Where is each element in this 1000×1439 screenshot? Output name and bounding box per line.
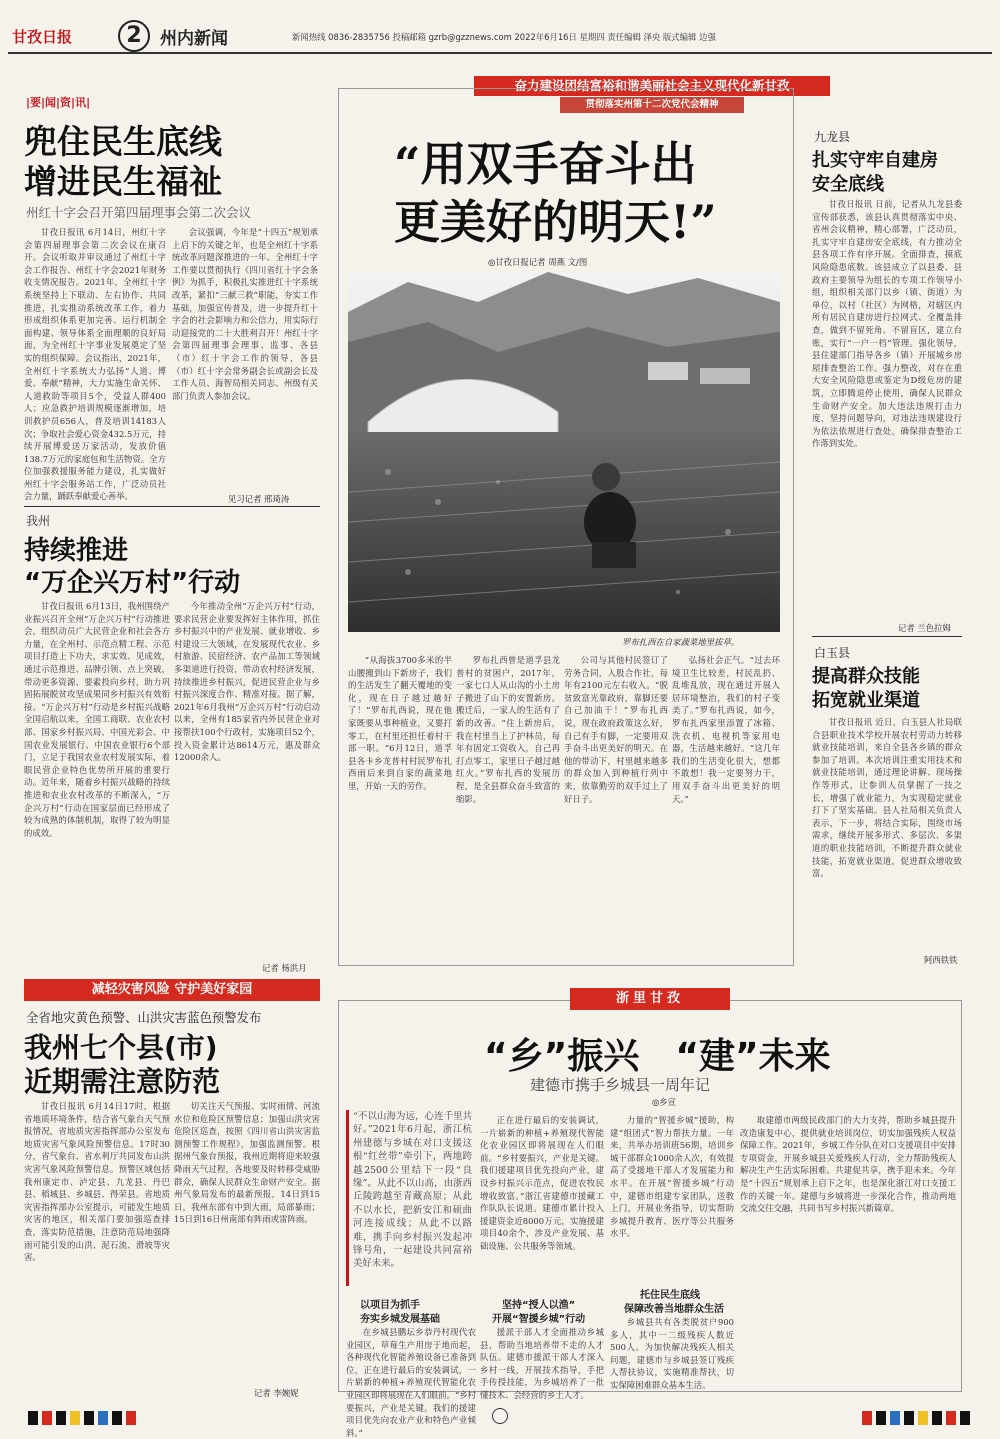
a2-title-line1: 持续推进 <box>24 536 129 566</box>
section-tag: |要|闻|资|讯| <box>26 96 91 109</box>
zj-subtitle: 建德市携手乡城县一周年记 <box>530 1076 711 1094</box>
feature-photo <box>348 272 780 632</box>
a2-lead: 我州 <box>26 514 51 528</box>
side2-title-line1: 提高群众技能 <box>812 666 920 687</box>
a3-body-col2: 切关注天气预报、实时雨情、河流水位和危险区预警信息；加强山洪灾害危险区巡查，按照《四川省山洪灾害监测预警工作规程》，加强监测预警。根据州气象台预报，我州近期将迎来较强降雨天气过程，各地要及时转移受威胁群众，确保人民群众生命财产安全。据州气象局发布的最新预报，14日到15日，我州东部有中到大雨，局部暴雨；15日到16日州南部有阵雨或雷阵雨。 <box>174 1101 320 1225</box>
zj-credit: ◎乡宣 <box>652 1097 677 1107</box>
a2-title-line2: “万企兴万村”行动 <box>24 568 241 598</box>
a1-body-col2: 会议强调，今年是“十四五”规划承上启下的关键之年，也是全州红十字系统改革问题深推进的一年。全州红十字工作要以贯彻执行《四川省红十字会条例》为抓手，积极扎实推进红十字系统改革，紧扣“三献三救”职能，夯实工作基础，加强宣传普及，进一步提升红十字会的社会影响力和公信力，用实际行动迎接党的二十大胜利召开！州红十字会第四届理事会理事、监事、各县（市）红十字会工作的领导，各县（市）红十字会常务副会长或副会长及工作人员、海智局相关同志、州级有关部门负责人参加会议。 <box>172 227 318 401</box>
feature-banner: 奋力建设团结富裕和谐美丽社会主义现代化新甘孜 <box>474 76 830 96</box>
feature-photo-caption: 罗布扎西在自家蔬菜地里拔草。 <box>622 637 740 647</box>
zj-title: “乡”振兴 “建”未来 <box>484 1036 831 1077</box>
zj-body-col4: 取建德市两级民政部门的大力支持，帮助乡城县提升改造康复中心，提供就业培训岗位，切实加强残疾人权益保障工作。2021年，乡城工作分队在对口支援项目中安排专项资金，开展乡城县关爱残疾人行动，全力帮助残疾人解决生产生活实际困难。共建促共享，携手迎未来。今年是“十四五”规划承上启下之年，也是深化浙江对口支援工作的关键一年。建德与乡城将进一步深化合作，推动两地交流交往交融，共同书写乡村振兴新篇章。 <box>740 1115 956 1214</box>
feature-title-line1: “用双手奋斗出 <box>394 137 697 191</box>
a3-banner: 减轻灾害风险 守护美好家园 <box>24 979 320 1001</box>
side1-title-line2: 安全底线 <box>812 174 884 195</box>
a3-title-line1: 我州七个县(市) <box>24 1031 218 1064</box>
a2-body-col2: 今年推动全州“万企兴万村”行动，要求民营企业要发挥好主体作用，抓住乡村振兴中的产业发展、就业增收、乡村建设三大领域，在发展现代农业、乡村旅游、民宿经济、农产品加工等领域多渠道进行投资，带动农村经济发展，持续推进乡村振兴，促进民营企业与乡村振兴深度合作、精准对接。据了解，2021年6月我州“万企兴万村”行动启动以来，全州有185家省内外民营企业对接帮扶100个行政村，实施项目52个，投入资金累计达8614万元，惠及群众12000余人。 <box>174 601 320 763</box>
bottom-color-strip-left <box>28 1410 138 1424</box>
a3-subtitle: 全省地灾黄色预警、山洪灾害蓝色预警发布 <box>26 1010 262 1025</box>
zj-h3-line1: 托住民生底线 <box>640 1290 700 1301</box>
feature-title-line2: 更美好的明天!” <box>394 195 717 249</box>
zj-body-col3b: 乡城县共有各类脱贫户900多人，其中一二级残疾人数近500人。为加快解决残疾人相关问题，建德市与乡城县签订残疾人帮扶协议，实施精准帮扶，切实保障困难群众基本生活。 <box>610 1317 734 1390</box>
feature-body-col1: “从海拔3700多米的半山腰搬到山下新房子，我们的生活发生了翻天覆地的变化，现在日子越过越好了！”罗布扎西说，现在他家既要从事种植业，又要打零工，在村里还担任着村干部一职。“6月12日，道孚县各卡乡龙普村村民罗布扎西雨后来到自家的蔬菜地里，开始一天的劳作。 <box>348 655 452 791</box>
side2-author: 阿西铁铁 <box>924 955 958 965</box>
feature-body-col3: 公司与其他村民签订了劳务合同，入股合作社，每年有2100元左右收入。“脱贫致富光靠政府，靠脚还要自己加油干！”罗布扎西说，现在政府政策这么好，自己有手有脚，一定要用双手奋斗出更美好的明天。在他的带动下，村里越来越多的群众加入到种植行列中来，依靠勤劳的双手过上了好日子。 <box>564 655 668 804</box>
a2-author: 记者 杨洪月 <box>262 963 307 973</box>
header-hotline: 新闻热线 0836-2835756 投稿邮箱 gzrb@gzznews.com 2022年6月16日 星期四 责任编辑 泽央 版式编辑 边强 <box>292 32 716 42</box>
a1-title-line1: 兜住民生底线 <box>24 122 222 161</box>
zj-body-col2a: 正在进行最后的安装调试，一片崭新的种植+养殖现代智能化农业园区即将展现在人们眼前。“乡村要振兴，产业是关键。我们援建项目优先投向产业，建设乡村振兴示范点，促进农牧民增收致富。”浙江省建德市援藏工作队队长说道。建德市累计投入援建资金近8000万元，实施援建项目40余个，涉及产业发展、基础设施、公共服务等领域。 <box>480 1115 604 1251</box>
a1-body-col1: 甘孜日报讯 6月14日，州红十字会第四届理事会第二次会议在康召开。会议听取并审议通过了州红十字会工作报告、州红十字会2021年财务收支情况报告。2021年，全州红十字系统坚持上下联动、左右协作、共同推进，扎实推动系统改革工作，着力形成组织体系更加完善、运行机制全面构建、领导体系全面理顺的良好局面，为全州红十字事业发展奠定了坚实的组织保障。会议指出，2021年，全州红十字系统大力弘扬“人道、博爱、奉献”精神，大力实施生命关怀、人道救助等项目5个，受益人群400人；应急救护培训规模逐渐增加，培训救护员656人，普及培训14183人次；争取社会爱心资金432.5万元，持续开展博爱送万家活动，发放价值138.7万元的家庭包和生活物资。全方位加强救援服务能力建设，扎实做好州红十字会服务站工作，广泛动员社会力量，踊跃奉献爱心善举。 <box>24 227 166 502</box>
zj-h1-line1: 以项目为抓手 <box>360 1300 420 1311</box>
feature-body-col4: 弘扬社会正气。“过去环境卫生比较差，村民乱扔、乱堆乱放，现在通过开展人居环境整治，我们的村子变美了。”罗布扎西说，如今，罗布扎西家里添置了冰箱、洗衣机、电视机等家用电器，生活越来越好。“这几年我们的生活变化很大，想都不敢想！我一定要努力干，用双手奋斗出更美好的明天。” <box>672 655 780 804</box>
zj-h3-line2: 保障改善当地群众生活 <box>624 1304 724 1315</box>
zj-body-col1b: 在乡城县鹏坛乡恭丹村现代农业园区，草莓生产用房于地而起，各种现代化智能养殖设备已准备到位，正在进行最后的安装调试，一片崭新的种植+养殖现代智能化农业园区即将展现在人们眼前。“乡村要振兴，产业是关键。我们的援建项目优先向农业产业和特色产业倾斜。” <box>346 1327 476 1438</box>
header-bar <box>8 22 992 52</box>
a1-subtitle: 州红十字会召开第四届理事会第二次会议 <box>26 205 252 220</box>
a3-title-line2: 近期需注意防范 <box>24 1065 221 1098</box>
zj-body-col3a: 力量的“智援乡城”援助，构建“组团式”智力帮扶力量。一年来，共举办培训班56期，培训乡城干部群众1000余人次，有效提高了受援地干部人才发展能力和水平。在开展“智援乡城”行动中，建德市组建专家团队，送教上门，开展业务指导，切实帮助乡城提升教育、医疗等公共服务水平。 <box>610 1115 734 1239</box>
a1-author: 见习记者 邢琦涛 <box>228 494 290 504</box>
zj-h2-line2: 开展“智援乡城”行动 <box>492 1314 586 1325</box>
bottom-registration-mark <box>492 1408 508 1424</box>
newspaper-logo: 甘孜日报 <box>12 28 73 46</box>
side1-body: 甘孜日报讯 日前，记者从九龙县委宣传部获悉，该县认真贯彻落实中央、省州会议精神，精心部署，广泛动员，扎实守牢自建房安全底线，有力推动全县各项工作有序开展。全面排查，摸底风险隐患底数。该县成立了以县委、县政府主要领导为组长的专项工作领导小组，组织相关部门以乡（镇、街道）为单位，以村（社区）为网格，对辖区内所有居民自建房进行拉网式、全覆盖排查，做到不留死角、不留盲区，建立台账，实行“一户一档”管理。强化领导，县住建部门指导各乡（镇）开展城乡房屋排查整治工作。强力整改，对存在重大安全风险隐患或鉴定为D级危房的建筑，立即腾退停止使用，确保人民群众生命财产安全。加大违法违规打击力度，坚持问题导向，对违法违规建设行为依法依规进行查处，确保排查整治工作落到实处。 <box>812 199 962 449</box>
feature-banner-sub: 贯彻落实州第十二次党代会精神 <box>560 97 744 113</box>
zj-h1-line2: 夯实乡城发展基础 <box>360 1314 440 1325</box>
side2-title-line2: 拓宽就业渠道 <box>812 690 920 711</box>
side2-lead: 白玉县 <box>814 646 851 660</box>
side2-body: 甘孜日报讯 近日，白玉县人社局联合县职业技术学校开展农村劳动力转移就业技能培训，来自全县各乡镇的群众参加了培训。本次培训注重实用技术和就业技能培训，通过理论讲解、现场操作等形式，让参训人员掌握了一技之长，增强了就业能力，为实现稳定就业打下了坚实基础。县人社局相关负责人表示，下一步，将结合实际，围绕市场需求，继续开展多形式、多层次、多渠道的职业技能培训，不断提升群众就业技能，拓宽就业渠道，促进群众增收致富。 <box>812 717 962 879</box>
a3-body-col1: 甘孜日报讯 6月14日17时，根据省地质环境条件，结合省气象台天气预报情况，省地质灾害指挥部办公室发布地质灾害气象风险预警信息。17时30分，省气象台、省水利厅共同发布山洪灾害气象风险预警信息。预警区域包括我州康定市、泸定县、九龙县、丹巴县、稻城县、乡城县、得荣县。省地质灾害指挥部办公室提示，可能发生地质灾害的地区，相关部门要加强巡查排查，落实防范措施，注意防范局地强降雨可能引发的山洪、泥石流、滑坡等灾害。 <box>24 1101 170 1263</box>
bottom-color-strip-right <box>862 1410 972 1424</box>
zj-quote: “不以山海为远，心连千里共好。”2021年6月起，浙江杭州建德与乡城在对口支援这根“红丝带”牵引下，两地跨越2500公里结下一段“良缘”。从此不以山高，由浙西丘陵跨越至青藏高原；从此不以水长，把新安江和硕曲河连接成线；从此不以路难，携手向乡村振兴发起冲锋号角，一起建设共同富裕美好未来。 <box>353 1111 472 1270</box>
feature-body-col2: 罗布扎西曾是道孚县龙普村的贫困户，2017年，一家七口人从山沟的小土房子搬进了山下的安置新房。搬迁后，一家人的生活有了新的改善。“住上新房后，我在村里当上了护林员，每年有固定工资收入，自己再打点零工，家里日子越过越红火。”罗布扎西的发展历程，是全县群众奋斗致富的缩影。 <box>456 655 560 804</box>
side1-title-line1: 扎实守牢自建房 <box>812 150 938 171</box>
feature-credit: ◎甘孜日报记者 周燕 文/图 <box>488 257 588 267</box>
a3-author: 记者 李婉妮 <box>254 1388 299 1398</box>
page-number: 2 <box>118 20 150 52</box>
zj-h2-line1: 坚持“授人以渔” <box>502 1300 576 1311</box>
side1-author: 记者 兰色拉姆 <box>898 623 951 633</box>
a2-body-col1: 甘孜日报讯 6月13日，我州围绕产业振兴召开全州“万企兴万村”行动推进会，组织动员广大民营企业和社会各方力量，在全州村、示范点精工程、示范项目打造上下功夫，求实效、见成效，通过示范推进、品牌引领、点上突破，带动更多资源、要素投向乡村，助力巩固拓展脱贫攻坚成果同乡村振兴有效衔接。“万企兴万村”行动是乡村振兴战略全国启航以来，全国工商联、农业农村部、国家乡村振兴局、中国光彩会、中国农业发展银行、中国农业银行6个部门，立足于我国农业农村发展实际，着眼民营企业特色优势所开展的重要行动。近年来，随着乡村振兴战略的持续推进和农业农村改革的不断深入，“万企兴万村”行动在国家层面已经形成了较为成熟的体制机制，取得了较为明显的成效。 <box>24 601 170 838</box>
side1-lead: 九龙县 <box>814 130 851 144</box>
zj-banner: 浙里甘孜 <box>570 988 730 1010</box>
zj-quote-box <box>346 1110 472 1286</box>
section-name: 州内新闻 <box>160 29 228 49</box>
zj-body-col2b: 援派干部人才全面推动乡城县，帮助当地培养带不走的人才队伍。建德市援派干部人才深入乡村一线，开展技术指导，手把手传授技能，为乡城培养了一批懂技术、会经营的乡土人才。 <box>480 1327 604 1400</box>
a1-title-line2: 增进民生福祉 <box>24 162 222 201</box>
